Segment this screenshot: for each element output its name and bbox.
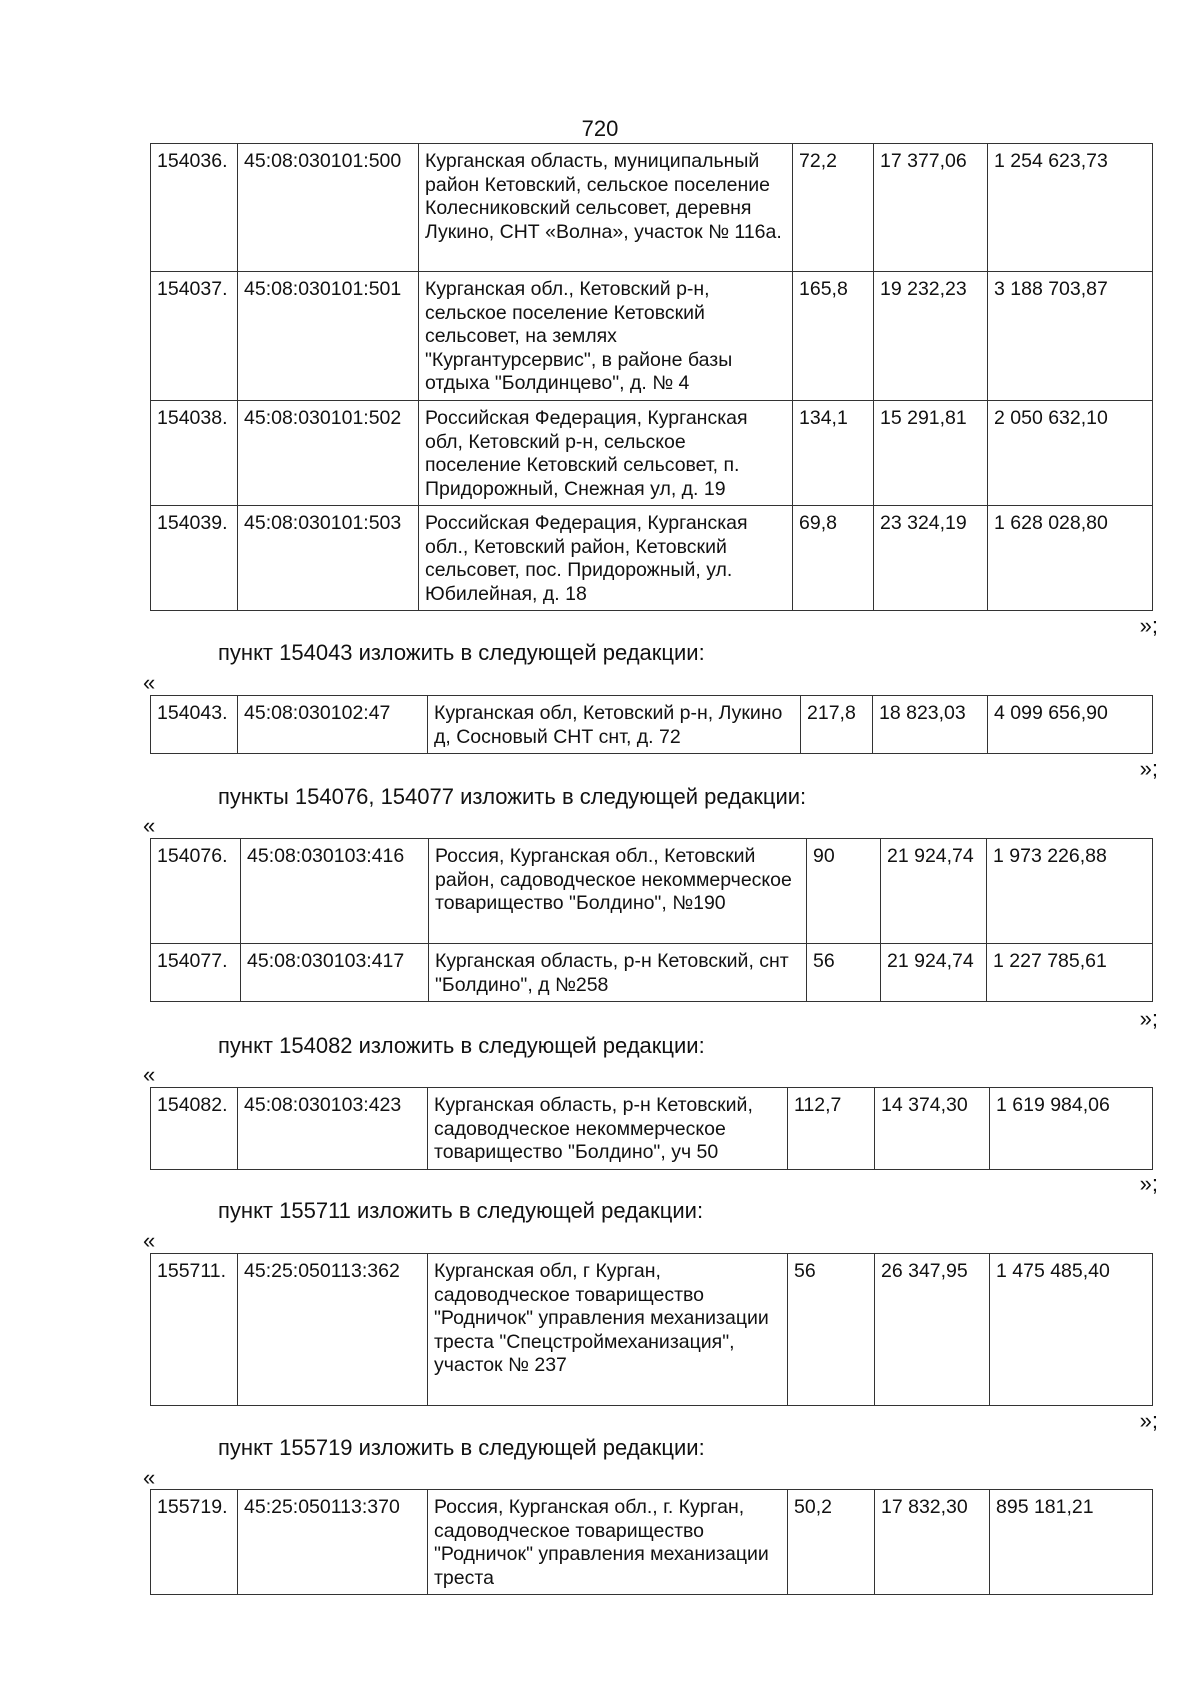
row-number: 154043. bbox=[151, 696, 238, 754]
table-row bbox=[151, 944, 1153, 1002]
closing-quote: »; bbox=[1139, 1171, 1158, 1196]
area: 56 bbox=[788, 1254, 875, 1406]
area: 90 bbox=[807, 839, 881, 944]
cadastral-value: 1 973 226,88 bbox=[987, 839, 1153, 944]
unit-value: 18 823,03 bbox=[873, 696, 988, 754]
table-section-3 bbox=[150, 1087, 1153, 1170]
cadastral-value: 1 475 485,40 bbox=[990, 1254, 1153, 1406]
cadastral-number: 45:08:030101:501 bbox=[238, 272, 419, 401]
cadastral-number: 45:08:030101:500 bbox=[238, 144, 419, 272]
row-number: 154038. bbox=[151, 401, 238, 506]
closing-quote: »; bbox=[1139, 1408, 1158, 1433]
address: Российская Федерация, Курганская обл., Кетовский район, Кетовский сельсовет, пос. Придорожный, ул. Юбилейная, д. 18 bbox=[419, 506, 793, 611]
area: 134,1 bbox=[793, 401, 874, 506]
table-row bbox=[151, 401, 1153, 506]
row-number: 154037. bbox=[151, 272, 238, 401]
cadastral-number: 45:08:030103:416 bbox=[241, 839, 429, 944]
table-section-0 bbox=[150, 143, 1153, 611]
cadastral-value: 1 254 623,73 bbox=[988, 144, 1153, 272]
unit-value: 26 347,95 bbox=[875, 1254, 990, 1406]
cadastral-value: 3 188 703,87 bbox=[988, 272, 1153, 401]
cadastral-number: 45:08:030101:503 bbox=[238, 506, 419, 611]
address: Курганская обл., Кетовский р-н, сельское поселение Кетовский сельсовет, на землях "Кургантурсервис", в районе базы отдыха "Болдинцево", д. № 4 bbox=[419, 272, 793, 401]
address: Курганская область, муниципальный район Кетовский, сельское поселение Колесниковский сельсовет, деревня Лукино, СНТ «Волна», участок № 116а. bbox=[419, 144, 793, 272]
row-number: 154036. bbox=[151, 144, 238, 272]
area: 56 bbox=[807, 944, 881, 1002]
row-number: 154039. bbox=[151, 506, 238, 611]
unit-value: 14 374,30 bbox=[875, 1088, 990, 1170]
unit-value: 21 924,74 bbox=[881, 839, 987, 944]
address: Россия, Курганская обл., г. Курган, садоводческое товарищество "Родничок" управления механизации треста bbox=[428, 1490, 788, 1595]
unit-value: 23 324,19 bbox=[874, 506, 988, 611]
row-number: 155711. bbox=[151, 1254, 238, 1406]
area: 165,8 bbox=[793, 272, 874, 401]
opening-quote: « bbox=[143, 670, 156, 695]
unit-value: 19 232,23 bbox=[874, 272, 988, 401]
area: 72,2 bbox=[793, 144, 874, 272]
cadastral-value: 1 628 028,80 bbox=[988, 506, 1153, 611]
table-section-4 bbox=[150, 1253, 1153, 1406]
cadastral-number: 45:08:030101:502 bbox=[238, 401, 419, 506]
closing-quote: »; bbox=[1139, 756, 1158, 781]
table-row bbox=[151, 144, 1153, 272]
unit-value: 15 291,81 bbox=[874, 401, 988, 506]
page-number: 720 bbox=[581, 116, 619, 141]
cadastral-number: 45:25:050113:370 bbox=[238, 1490, 428, 1595]
address: Россия, Курганская обл., Кетовский район, садоводческое некоммерческое товарищество "Болдино", №190 bbox=[429, 839, 807, 944]
opening-quote: « bbox=[143, 1228, 156, 1253]
table-section-5 bbox=[150, 1489, 1153, 1595]
cadastral-value: 895 181,21 bbox=[990, 1490, 1153, 1595]
area: 50,2 bbox=[788, 1490, 875, 1595]
area: 112,7 bbox=[788, 1088, 875, 1170]
amendment-text: пункты 154076, 154077 изложить в следующей редакции: bbox=[218, 784, 807, 809]
address: Курганская обл, г Курган, садоводческое товарищество "Родничок" управления механизации треста "Спецстроймеханизация", участок № 237 bbox=[428, 1254, 788, 1406]
address: Российская Федерация, Курганская обл, Кетовский р-н, сельское поселение Кетовский сельсовет, п. Придорожный, Снежная ул, д. 19 bbox=[419, 401, 793, 506]
table-row bbox=[151, 1088, 1153, 1170]
table-row bbox=[151, 272, 1153, 401]
address: Курганская область, р-н Кетовский, снт "Болдино", д №258 bbox=[429, 944, 807, 1002]
table-row bbox=[151, 839, 1153, 944]
address: Курганская область, р-н Кетовский, садоводческое некоммерческое товарищество "Болдино", уч 50 bbox=[428, 1088, 788, 1170]
table-section-2 bbox=[150, 838, 1153, 1002]
cadastral-number: 45:08:030102:47 bbox=[238, 696, 428, 754]
amendment-text: пункт 154082 изложить в следующей редакции: bbox=[218, 1033, 705, 1058]
row-number: 154077. bbox=[151, 944, 241, 1002]
amendment-text: пункт 154043 изложить в следующей редакции: bbox=[218, 640, 705, 665]
table-row bbox=[151, 1490, 1153, 1595]
cadastral-value: 4 099 656,90 bbox=[988, 696, 1153, 754]
row-number: 155719. bbox=[151, 1490, 238, 1595]
cadastral-value: 1 619 984,06 bbox=[990, 1088, 1153, 1170]
cadastral-number: 45:08:030103:417 bbox=[241, 944, 429, 1002]
area: 69,8 bbox=[793, 506, 874, 611]
row-number: 154076. bbox=[151, 839, 241, 944]
cadastral-value: 2 050 632,10 bbox=[988, 401, 1153, 506]
unit-value: 17 377,06 bbox=[874, 144, 988, 272]
opening-quote: « bbox=[143, 1465, 156, 1490]
unit-value: 21 924,74 bbox=[881, 944, 987, 1002]
unit-value: 17 832,30 bbox=[875, 1490, 990, 1595]
table-row bbox=[151, 1254, 1153, 1406]
closing-quote: »; bbox=[1139, 1006, 1158, 1031]
table-row bbox=[151, 506, 1153, 611]
opening-quote: « bbox=[143, 813, 156, 838]
table-section-1 bbox=[150, 695, 1153, 754]
cadastral-value: 1 227 785,61 bbox=[987, 944, 1153, 1002]
area: 217,8 bbox=[801, 696, 873, 754]
table-row bbox=[151, 696, 1153, 754]
row-number: 154082. bbox=[151, 1088, 238, 1170]
amendment-text: пункт 155719 изложить в следующей редакции: bbox=[218, 1435, 705, 1460]
closing-quote: »; bbox=[1139, 613, 1158, 638]
address: Курганская обл, Кетовский р-н, Лукино д, Сосновый СНТ снт, д. 72 bbox=[428, 696, 801, 754]
opening-quote: « bbox=[143, 1062, 156, 1087]
cadastral-number: 45:25:050113:362 bbox=[238, 1254, 428, 1406]
amendment-text: пункт 155711 изложить в следующей редакции: bbox=[218, 1198, 704, 1223]
cadastral-number: 45:08:030103:423 bbox=[238, 1088, 428, 1170]
